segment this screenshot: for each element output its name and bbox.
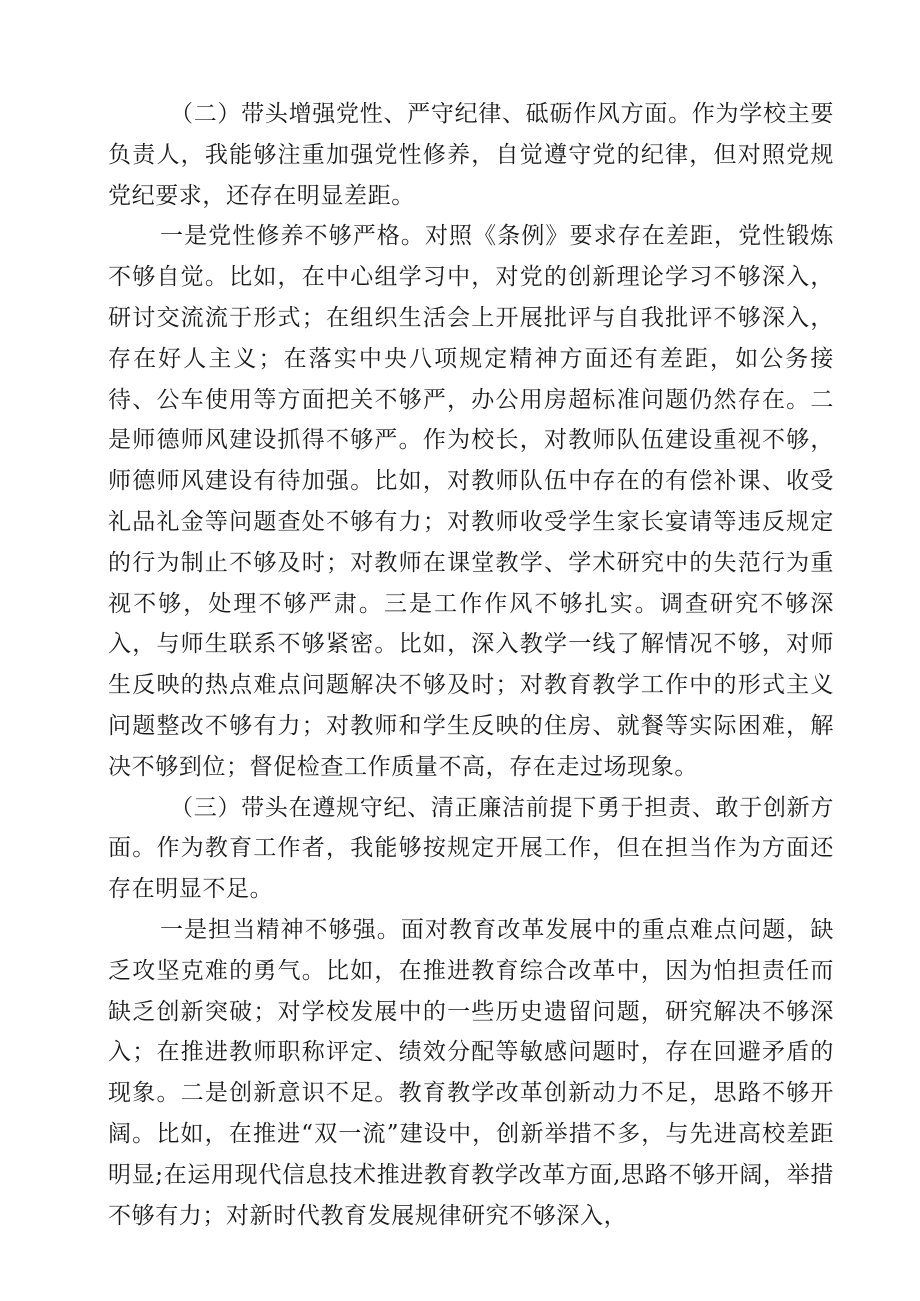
paragraph-section-three-body: 一是担当精神不够强。面对教育改革发展中的重点难点问题，缺乏攻坚克难的勇气。比如，在推进教育综合改革中，因为怕担责任而缺乏创新突破；对学校发展中的一些历史遗留问题，研究解决不够深入；在推进教师职称评定、绩效分配等敏感问题时，存在回避矛盾的现象。二是创新意识不足。教育教学改革创新动力不足，思路不够开阔。比如，在推进“双一流”建设中，创新举措不多，与先进高校差距明显;在运用现代信息技术推进教育教学改革方面,思路不够开阔，举措不够有力；对新时代教育发展规律研究不够深入， — [108, 916, 834, 1229]
paragraph-section-three-heading: （三）带头在遵规守纪、清正廉洁前提下勇于担责、敢于创新方面。作为教育工作者，我能够按规定开展工作，但在担当作为方面还存在明显不足。 — [108, 794, 834, 903]
paragraph-section-two-body: 一是党性修养不够严格。对照《条例》要求存在差距，党性锻炼不够自觉。比如，在中心组学习中，对党的创新理论学习不够深入，研讨交流流于形式；在组织生活会上开展批评与自我批评不够深入，存在好人主义；在落实中央八项规定精神方面还有差距，如公务接待、公车使用等方面把关不够严，办公用房超标准问题仍然存在。二是师德师风建设抓得不够严。作为校长，对教师队伍建设重视不够，师德师风建设有待加强。比如，对教师队伍中存在的有偿补课、收受礼品礼金等问题查处不够有力；对教师收受学生家长宴请等违反规定的行为制止不够及时；对教师在课堂教学、学术研究中的失范行为重视不够，处理不够严肃。三是工作作风不够扎实。调查研究不够深入，与师生联系不够紧密。比如，深入教学一线了解情况不够，对师生反映的热点难点问题解决不够及时；对教育教学工作中的形式主义问题整改不够有力；对教师和学生反映的住房、就餐等实际困难，解决不够到位；督促检查工作质量不高，存在走过场现象。 — [108, 223, 834, 780]
document-body — [108, 94, 834, 1236]
paragraph-section-two-heading: （二）带头增强党性、严守纪律、砥砺作风方面。作为学校主要负责人，我能够注重加强党性修养，自觉遵守党的纪律，但对照党规党纪要求，还存在明显差距。 — [108, 101, 834, 209]
